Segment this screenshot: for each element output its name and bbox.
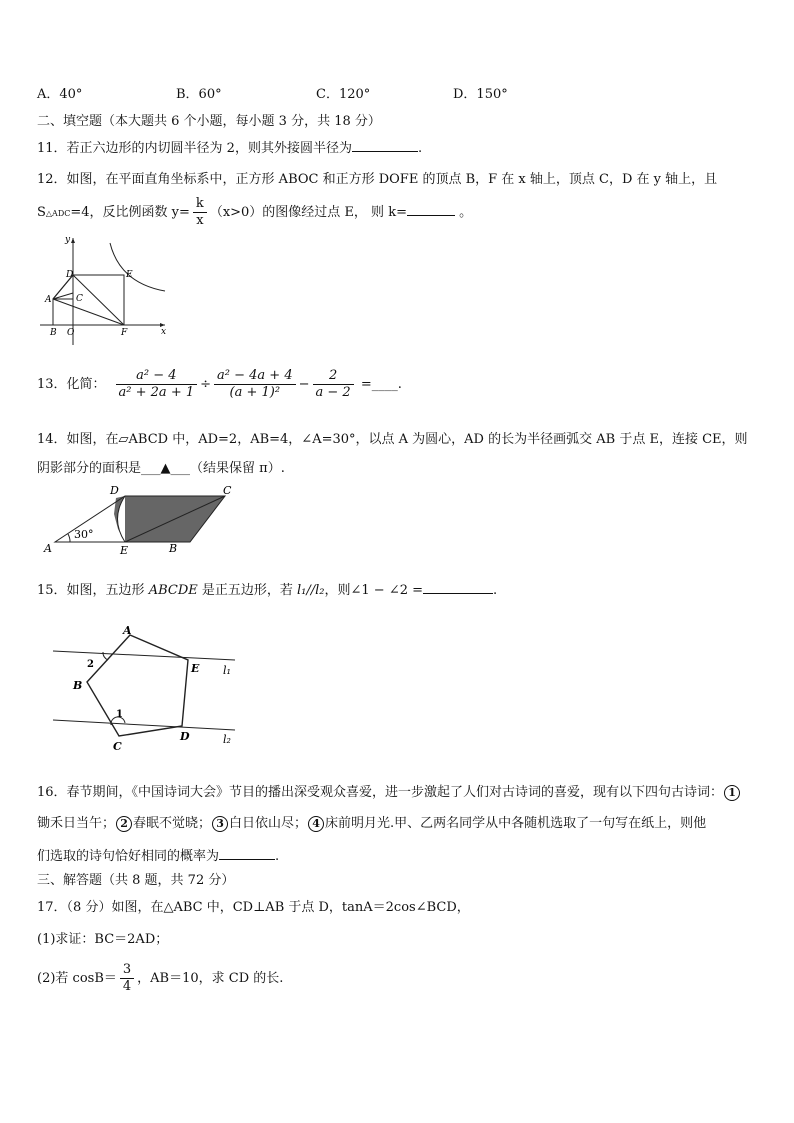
fraction-2 [214,368,296,401]
option-b: B．60° [176,87,222,102]
q13-prefix: 13．化简： [37,377,106,392]
label-O: O [67,328,75,338]
q14-parallelogram-figure [40,484,250,556]
frac1-num: a² − 4 [116,368,198,385]
label-F: F [121,328,128,338]
q17-part2 [37,962,283,995]
q14-line2 [37,457,285,476]
question-13 [37,368,402,401]
frac-den: 4 [122,979,132,994]
q15-pentagon-figure [45,620,245,755]
q16-line2 [37,812,706,832]
option-d: D．150° [453,87,508,102]
frac2-den: (a + 1)² [229,385,281,400]
question-15 [37,579,497,598]
label-A: A [123,624,132,637]
fraction-k-over-x [193,196,207,229]
answer-blank-mark: ___▲___ [141,461,191,476]
q15-text-c: ，则∠1 − ∠2 = [324,583,424,598]
circled-number-1: 1 [724,785,740,801]
q15-text-a: 15．如图，五边形 [37,583,149,598]
frac1-den: a² + 2a + 1 [118,385,195,400]
fraction-3-over-4 [120,962,134,995]
option-a: A．40° [37,87,83,102]
label-C: C [113,740,122,753]
label-B: B [73,679,83,692]
q12-coordinate-figure [40,233,175,348]
fraction-3 [313,368,354,401]
poem-3: 白日依山尽； [229,816,308,831]
q13-suffix: =____. [356,377,402,392]
q14-line1: 14．如图，在▱ABCD 中，AD=2，AB=4，∠A=30°，以点 A 为圆心，AD 的长为半径画弧交 AB 于点 E，连接 CE，则 [37,432,748,447]
line-l1 [53,651,235,660]
angle-1-label: 1 [116,709,123,720]
angle-label: 30° [74,528,94,541]
q12-line2 [37,196,472,229]
angle-2-label: 2 [87,659,94,670]
section-3-header: 三、解答题（共 8 题，共 72 分） [37,873,235,888]
option-c: C．120° [316,87,371,102]
label-C: C [223,484,232,497]
label-E: E [191,662,200,675]
label-A: A [44,542,52,555]
circled-number-4: 4 [308,816,324,832]
answer-blank [423,581,493,594]
divide-sign: ÷ [200,377,212,392]
label-x: x [161,327,167,337]
area-subscript: △ADC [45,209,71,218]
q15-end: . [493,583,498,598]
answer-blank [407,203,455,216]
frac3-num: 2 [313,368,354,385]
q17-line1: 17．（8 分）如图，在△ABC 中，CD⊥AB 于点 D，tanA＝2cos∠BCD， [37,900,470,915]
q12-part-b: （x>0）的图像经过点 E， 则 k= [209,205,407,220]
answer-blank [352,139,418,152]
q12-line1: 12．如图，在平面直角坐标系中，正方形 ABOC 和正方形 DOFE 的顶点 B，F 在 x 轴上，顶点 C，D 在 y 轴上，且 [37,172,718,187]
q16-line1-text: 16．春节期间，《中国诗词大会》节目的播出深受观众喜爱，进一步激起了人们对古诗词的喜爱，现有以下四句古诗词： [37,785,724,800]
pentagon-name: ABCDE [148,583,198,598]
shaded-region [114,496,225,542]
answer-blank [219,847,275,860]
area-symbol: S [37,205,46,220]
poem-2: 春眠不觉晓； [133,816,212,831]
question-11 [37,137,422,156]
hyperbola-curve [110,243,165,291]
label-C: C [76,294,83,304]
section-2-header: 二、填空题（本大题共 6 个小题，每小题 3 分，共 18 分） [37,114,381,129]
frac3-den: a − 2 [315,385,351,400]
q17-part1: (1)求证：BC＝2AD； [37,932,169,947]
label-D: D [66,270,74,280]
poem-4: 床前明月光.甲、乙两名同学从中各随机选取了一句写在纸上，则他 [325,816,707,831]
label-B: B [169,542,178,555]
label-l1: l₁ [223,664,231,677]
q15-text-b: 是正五边形，若 [197,583,297,598]
frac-den: x [196,213,204,228]
frac-num: k [193,196,207,213]
circled-number-2: 2 [116,816,132,832]
label-l2: l₂ [223,733,231,746]
q14-line2-b: （结果保留 π）. [190,461,285,476]
label-D: D [110,484,119,497]
minus-sign: − [298,377,310,392]
q16-line1 [37,781,741,801]
circled-number-3: 3 [212,816,228,832]
line-l2 [53,720,235,730]
label-y: y [65,235,71,245]
frac2-num: a² − 4a + 4 [214,368,296,385]
pentagon-abcde [87,635,188,736]
q16-end: . [275,849,280,864]
q14-line2-a: 阴影部分的面积是 [37,461,142,476]
label-B: B [50,328,57,338]
q12-part-a: =4，反比例函数 y= [70,205,190,220]
label-E: E [120,544,129,556]
label-D: D [180,730,190,743]
parallel-statement: l₁//l₂ [297,583,325,598]
q16-line3-text: 们选取的诗句恰好相同的概率为 [37,849,220,864]
fraction-1 [116,368,198,401]
label-A: A [45,295,52,305]
label-E: E [126,270,133,280]
q11-end: . [417,141,423,156]
q11-text: 11．若正六边形的内切圆半径为 2，则其外接圆半径为 [37,141,352,156]
poem-1: 锄禾日当午； [37,816,116,831]
q17-part2-a: (2)若 cosB＝ [37,971,117,986]
q17-part2-b: ，AB＝10，求 CD 的长. [137,971,284,986]
q12-end: 。 [454,205,473,220]
q16-line3 [37,845,279,864]
frac-num: 3 [120,962,134,979]
